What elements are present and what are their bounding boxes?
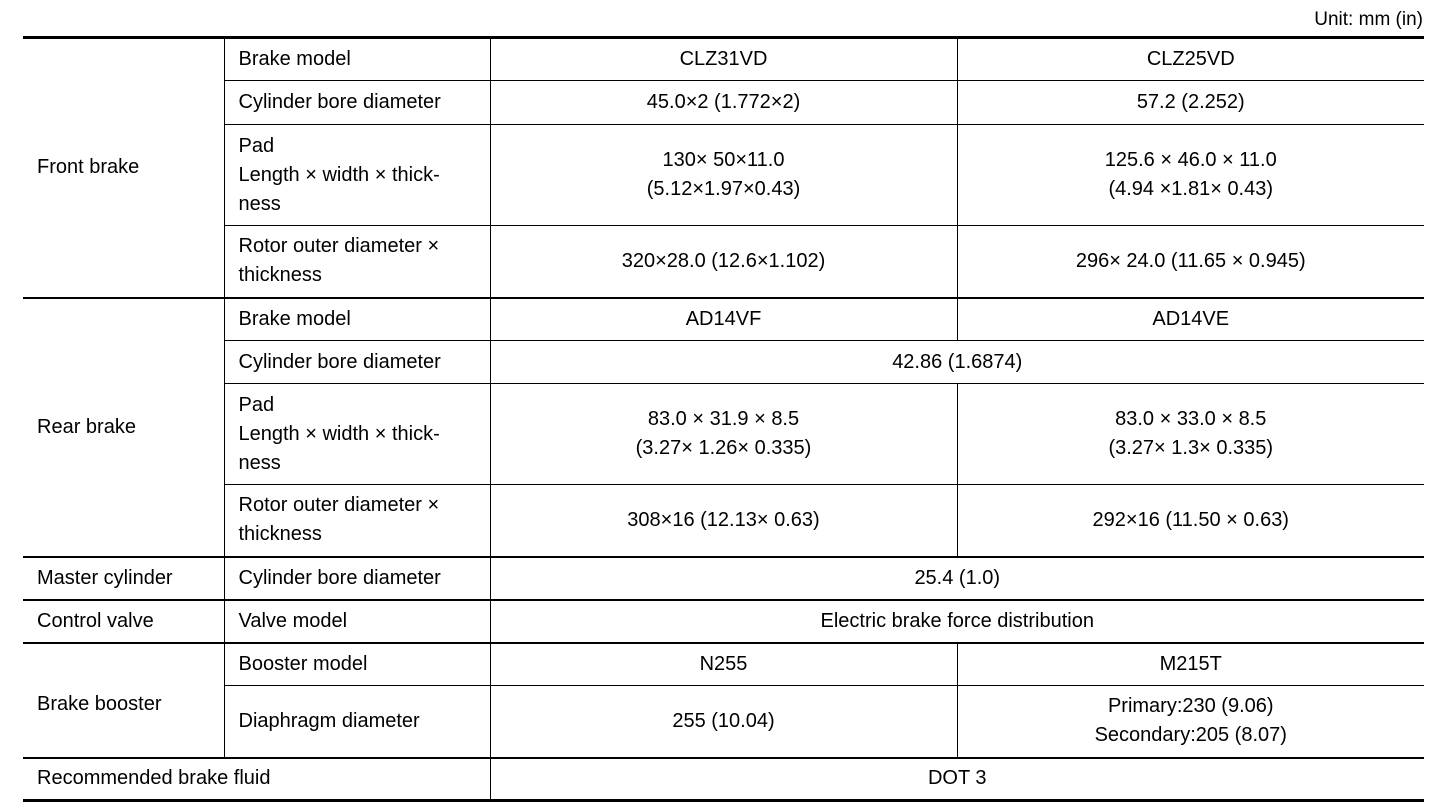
label-line: Pad — [238, 393, 275, 416]
value-cell: 42.86 (1.6874) — [490, 341, 1424, 384]
table-row — [23, 341, 1424, 384]
value-cell — [490, 125, 957, 226]
value-cell: 320×28.0 (12.6×1.102) — [490, 226, 957, 298]
property-label: Brake model — [224, 38, 490, 81]
label-line: Rotor outer diameter × — [238, 494, 440, 517]
table-row — [23, 686, 1424, 758]
value-line: 83.0 × 33.0 × 8.5 — [1115, 408, 1267, 430]
table-row — [23, 557, 1424, 600]
value-cell: DOT 3 — [490, 758, 1424, 801]
value-cell — [957, 686, 1424, 758]
table-row — [23, 125, 1424, 226]
category-control-valve: Control valve — [23, 600, 224, 643]
table-row — [23, 600, 1424, 643]
property-label — [224, 485, 490, 557]
value-line: Primary:230 (9.06) — [1107, 695, 1274, 718]
value-cell: Electric brake force distribution — [490, 600, 1424, 643]
label-line: Pad — [238, 134, 275, 157]
property-label — [224, 384, 490, 485]
label-line: Length × width × thick- — [238, 422, 440, 445]
label-line: Length × width × thick- — [238, 163, 440, 186]
value-cell: 296× 24.0 (11.65 × 0.945) — [957, 226, 1424, 298]
value-cell: 255 (10.04) — [490, 686, 957, 758]
value-line: (3.27× 1.3× 0.335) — [1108, 437, 1274, 459]
property-label — [224, 226, 490, 298]
value-cell: CLZ25VD — [957, 38, 1424, 81]
value-cell: M215T — [957, 643, 1424, 686]
category-front-brake: Front brake — [23, 38, 224, 298]
value-cell — [490, 384, 957, 485]
value-cell: AD14VE — [957, 298, 1424, 341]
property-label: Cylinder bore diameter — [224, 557, 490, 600]
table-row — [23, 81, 1424, 125]
value-line: Secondary:205 (8.07) — [1094, 724, 1287, 747]
value-line: 125.6 × 46.0 × 11.0 — [1104, 149, 1277, 171]
property-label: Valve model — [224, 600, 490, 643]
property-label: Booster model — [224, 643, 490, 686]
category-brake-fluid: Recommended brake fluid — [23, 758, 490, 801]
brake-spec-table — [23, 36, 1424, 802]
value-cell: 25.4 (1.0) — [490, 557, 1424, 600]
value-cell: 292×16 (11.50 × 0.63) — [957, 485, 1424, 557]
value-line: 130× 50×11.0 — [662, 149, 785, 171]
value-line: (4.94 ×1.81× 0.43) — [1108, 178, 1274, 200]
category-rear-brake: Rear brake — [23, 298, 224, 557]
value-line: 83.0 × 31.9 × 8.5 — [647, 408, 800, 430]
unit-label: Unit: mm (in) — [1314, 9, 1423, 30]
table-row — [23, 38, 1424, 81]
value-line: (3.27× 1.26× 0.335) — [635, 437, 812, 459]
value-cell: CLZ31VD — [490, 38, 957, 81]
value-cell — [957, 384, 1424, 485]
value-cell: 57.2 (2.252) — [957, 81, 1424, 125]
property-label: Cylinder bore diameter — [224, 81, 490, 125]
value-line: (5.12×1.97×0.43) — [646, 178, 801, 200]
value-cell: AD14VF — [490, 298, 957, 341]
label-line: Rotor outer diameter × — [238, 235, 440, 258]
value-cell: N255 — [490, 643, 957, 686]
property-label: Cylinder bore diameter — [224, 341, 490, 384]
category-brake-booster: Brake booster — [23, 643, 224, 758]
category-master-cylinder: Master cylinder — [23, 557, 224, 600]
property-label — [224, 125, 490, 226]
table-row — [23, 298, 1424, 341]
property-label: Diaphragm diameter — [224, 686, 490, 758]
value-cell — [957, 125, 1424, 226]
value-cell: 45.0×2 (1.772×2) — [490, 81, 957, 125]
label-line: thickness — [238, 264, 322, 287]
table-row — [23, 485, 1424, 557]
table-row — [23, 643, 1424, 686]
table-row — [23, 384, 1424, 485]
value-cell: 308×16 (12.13× 0.63) — [490, 485, 957, 557]
label-line: ness — [238, 192, 281, 215]
label-line: thickness — [238, 523, 322, 546]
label-line: ness — [238, 451, 281, 474]
property-label: Brake model — [224, 298, 490, 341]
table-row — [23, 758, 1424, 801]
table-row — [23, 226, 1424, 298]
